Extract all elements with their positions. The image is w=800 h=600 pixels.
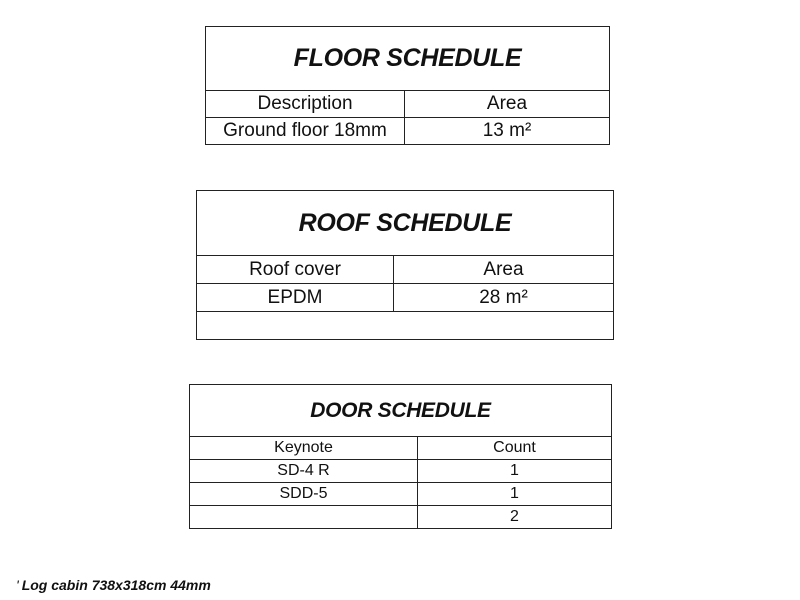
roof-cell-cover: EPDM (197, 284, 394, 312)
roof-cell-area: 28 m² (394, 284, 614, 312)
table-row (206, 118, 610, 145)
floor-cell-area: 13 m² (405, 118, 610, 145)
roof-header-cover: Roof cover (197, 256, 394, 284)
table-row (190, 483, 612, 506)
footnote-mark: ' (16, 577, 19, 593)
table-row (197, 284, 614, 312)
door-total-count: 2 (418, 506, 612, 529)
door-header-keynote: Keynote (190, 437, 418, 460)
roof-schedule-table (196, 190, 614, 340)
door-header-count: Count (418, 437, 612, 460)
door-cell-count: 1 (418, 483, 612, 506)
floor-schedule-title: FLOOR SCHEDULE (206, 27, 610, 91)
door-cell-keynote: SD-4 R (190, 460, 418, 483)
footnote-text: Log cabin 738x318cm 44mm (21, 577, 211, 593)
door-total-row (190, 506, 612, 529)
roof-total-row (197, 312, 614, 340)
footnote (16, 577, 211, 593)
roof-total-cell (197, 312, 614, 340)
roof-schedule-title: ROOF SCHEDULE (197, 191, 614, 256)
table-row (190, 460, 612, 483)
door-cell-keynote: SDD-5 (190, 483, 418, 506)
floor-cell-description: Ground floor 18mm (206, 118, 405, 145)
roof-header-area: Area (394, 256, 614, 284)
door-total-label-cell (190, 506, 418, 529)
door-schedule-table (189, 384, 612, 529)
floor-header-area: Area (405, 91, 610, 118)
floor-header-description: Description (206, 91, 405, 118)
floor-schedule-table (205, 26, 610, 145)
door-schedule-title: DOOR SCHEDULE (190, 385, 612, 437)
door-cell-count: 1 (418, 460, 612, 483)
